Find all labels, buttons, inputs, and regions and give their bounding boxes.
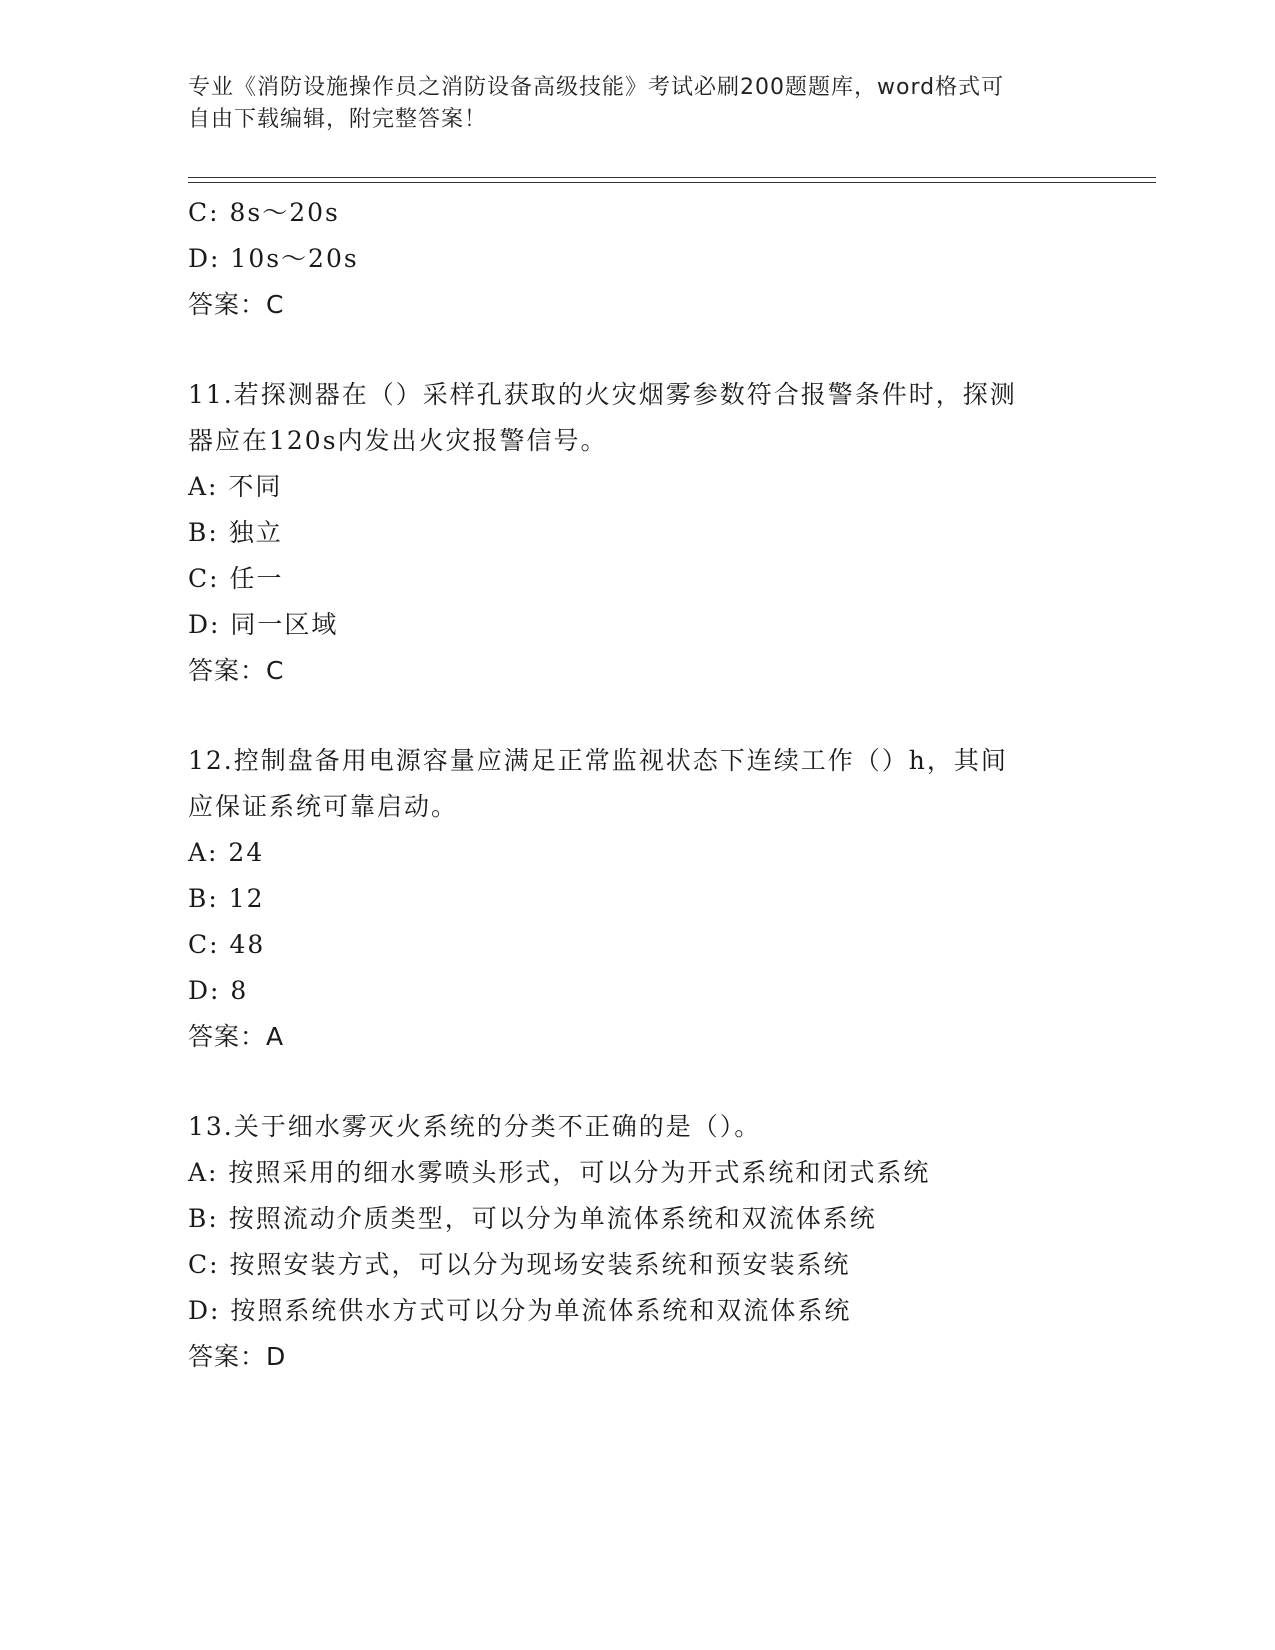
question-stem-line-2: 器应在120s内发出火灾报警信号。 [188, 426, 608, 455]
option-a: A: 24 [188, 838, 265, 867]
answer: 答案：C [188, 656, 285, 685]
header-divider-bottom [188, 182, 1156, 183]
question-stem-line-1: 13.关于细水雾灭火系统的分类不正确的是（）。 [188, 1112, 762, 1141]
answer: 答案：D [188, 1342, 287, 1371]
question-11 [188, 372, 1088, 694]
question-10-tail [188, 190, 1088, 328]
question-stem-line-2: 应保证系统可靠启动。 [188, 792, 459, 821]
option-b: B: 按照流动介质类型，可以分为单流体系统和双流体系统 [188, 1204, 877, 1233]
question-12 [188, 738, 1088, 1060]
option-d: D: 同一区域 [188, 610, 339, 639]
option-c: C: 任一 [188, 564, 284, 593]
answer: 答案：A [188, 1022, 285, 1051]
question-stem-line-1: 12.控制盘备用电源容量应满足正常监视状态下连续工作（）h，其间 [188, 746, 1008, 775]
option-a: A: 不同 [188, 472, 283, 501]
option-b: B: 12 [188, 884, 265, 913]
option-b: B: 独立 [188, 518, 283, 547]
header-divider-top [188, 177, 1156, 178]
header-line-1: 专业《消防设施操作员之消防设备高级技能》考试必刷200题题库，word格式可 [188, 75, 1005, 100]
option-d: D: 按照系统供水方式可以分为单流体系统和双流体系统 [188, 1296, 852, 1325]
document-header [188, 72, 1088, 136]
option-c: C: 8s～20s [188, 198, 340, 227]
question-stem-line-1: 11.若探测器在（）采样孔获取的火灾烟雾参数符合报警条件时，探测 [188, 380, 1017, 409]
option-d: D: 10s～20s [188, 244, 359, 273]
option-d: D: 8 [188, 976, 249, 1005]
option-a: A: 按照采用的细水雾喷头形式，可以分为开式系统和闭式系统 [188, 1158, 931, 1187]
option-c: C: 48 [188, 930, 266, 959]
option-c: C: 按照安装方式，可以分为现场安装系统和预安装系统 [188, 1250, 851, 1279]
answer: 答案：C [188, 290, 285, 319]
question-13 [188, 1104, 1088, 1380]
header-line-2: 自由下载编辑，附完整答案！ [188, 107, 488, 132]
document-body [188, 190, 1088, 1380]
